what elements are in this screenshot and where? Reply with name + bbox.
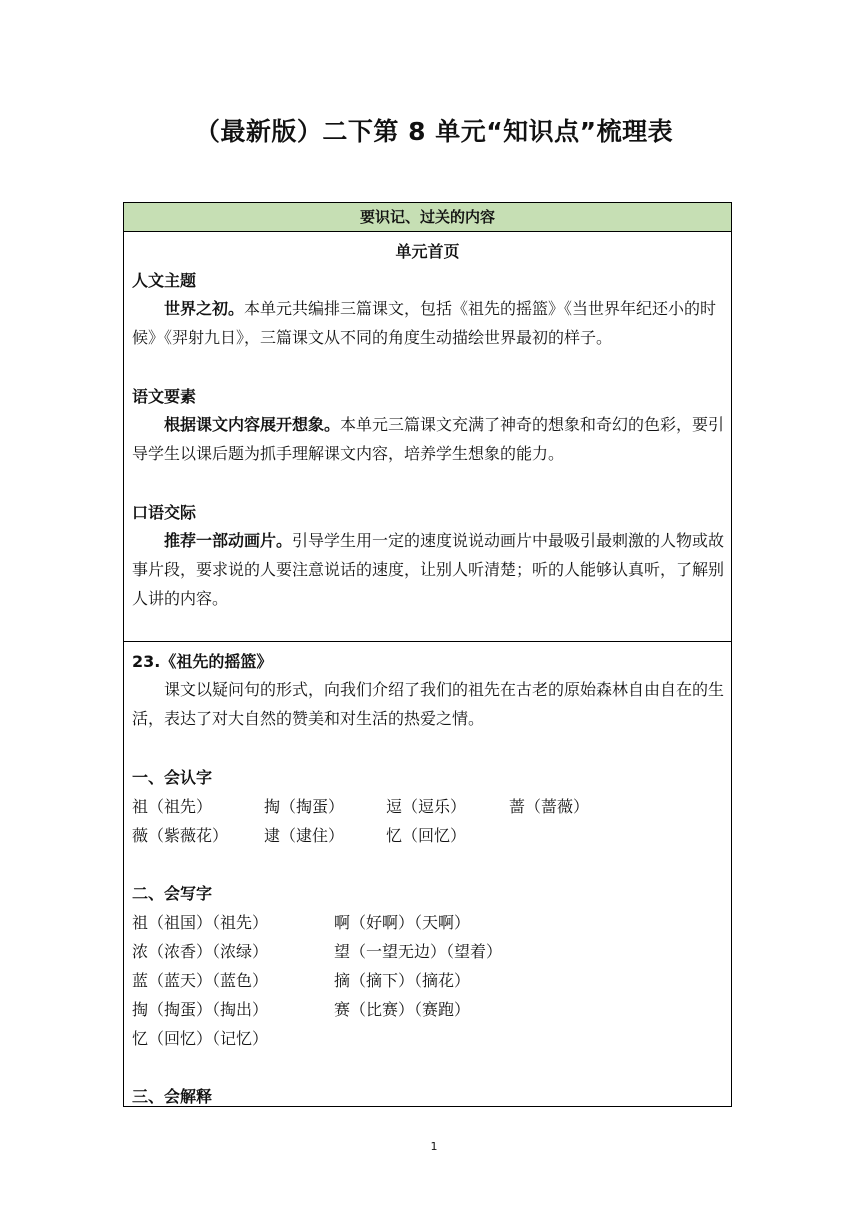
recognize-item: 蔷（蔷薇） bbox=[509, 797, 590, 816]
unit-home-heading: 单元首页 bbox=[395, 242, 460, 261]
section-text-theme: 本单元共编排三篇课文，包括《祖先的摇篮》《当世界年纪还小的时候》《羿射九日》，三篇课文从不同的角度生动描绘世界最初的样子。 bbox=[132, 299, 717, 347]
knowledge-table bbox=[123, 202, 732, 1107]
unit-home-cell bbox=[124, 232, 731, 642]
section-body-elements bbox=[132, 410, 725, 468]
section-lead-oral: 推荐一部动画片。 bbox=[164, 531, 293, 550]
lesson-title: 23.《祖先的摇篮》 bbox=[132, 652, 273, 671]
recognize-item: 薇（紫薇花） bbox=[132, 826, 229, 845]
write-item: 祖（祖国）（祖先） bbox=[132, 913, 269, 932]
section-title-elements: 语文要素 bbox=[132, 387, 197, 406]
recognize-item: 逗（逗乐） bbox=[386, 797, 467, 816]
recognize-item: 祖（祖先） bbox=[132, 797, 213, 816]
write-item: 浓（浓香）（浓绿） bbox=[132, 942, 269, 961]
page-number: 1 bbox=[430, 1140, 438, 1153]
recognize-item: 掏（掏蛋） bbox=[264, 797, 345, 816]
section-body-oral bbox=[132, 526, 725, 613]
section-title-oral: 口语交际 bbox=[132, 503, 197, 522]
section-body-theme bbox=[132, 294, 725, 352]
lesson-summary: 课文以疑问句的形式，向我们介绍了我们的祖先在古老的原始森林自由自在的生活，表达了对大自然的赞美和对生活的热爱之情。 bbox=[132, 680, 725, 728]
recognize-title: 一、会认字 bbox=[132, 768, 213, 787]
write-item: 蓝（蓝天）（蓝色） bbox=[132, 971, 269, 990]
recognize-item: 逮（逮住） bbox=[264, 826, 345, 845]
write-item: 啊（好啊）（天啊） bbox=[334, 913, 471, 932]
write-item: 赛（比赛）（赛跑） bbox=[334, 1000, 471, 1019]
section-lead-elements: 根据课文内容展开想象。 bbox=[164, 415, 341, 434]
write-item: 摘（摘下）（摘花） bbox=[334, 971, 471, 990]
write-item: 望（一望无边）（望着） bbox=[334, 942, 503, 961]
section-title-theme: 人文主题 bbox=[132, 271, 197, 290]
document-title: （最新版）二下第 8 单元“知识点”梳理表 bbox=[194, 117, 674, 146]
recognize-item: 忆（回忆） bbox=[386, 826, 467, 845]
explain-title: 三、会解释 bbox=[132, 1087, 213, 1106]
section-lead-theme: 世界之初。 bbox=[164, 299, 245, 318]
section-text-elements: 本单元三篇课文充满了神奇的想象和奇幻的色彩，要引导学生以课后题为抓手理解课文内容，培养学生想象的能力。 bbox=[132, 415, 725, 463]
write-title: 二、会写字 bbox=[132, 884, 213, 903]
write-item: 掏（掏蛋）（掏出） bbox=[132, 1000, 269, 1019]
section-text-oral: 引导学生用一定的速度说说动画片中最吸引最刺激的人物或故事片段，要求说的人要注意说话的速度，让别人听清楚；听的人能够认真听，了解别人讲的内容。 bbox=[132, 531, 725, 608]
write-item: 忆（回忆）（记忆） bbox=[132, 1029, 269, 1048]
table-header: 要识记、过关的内容 bbox=[124, 203, 731, 232]
